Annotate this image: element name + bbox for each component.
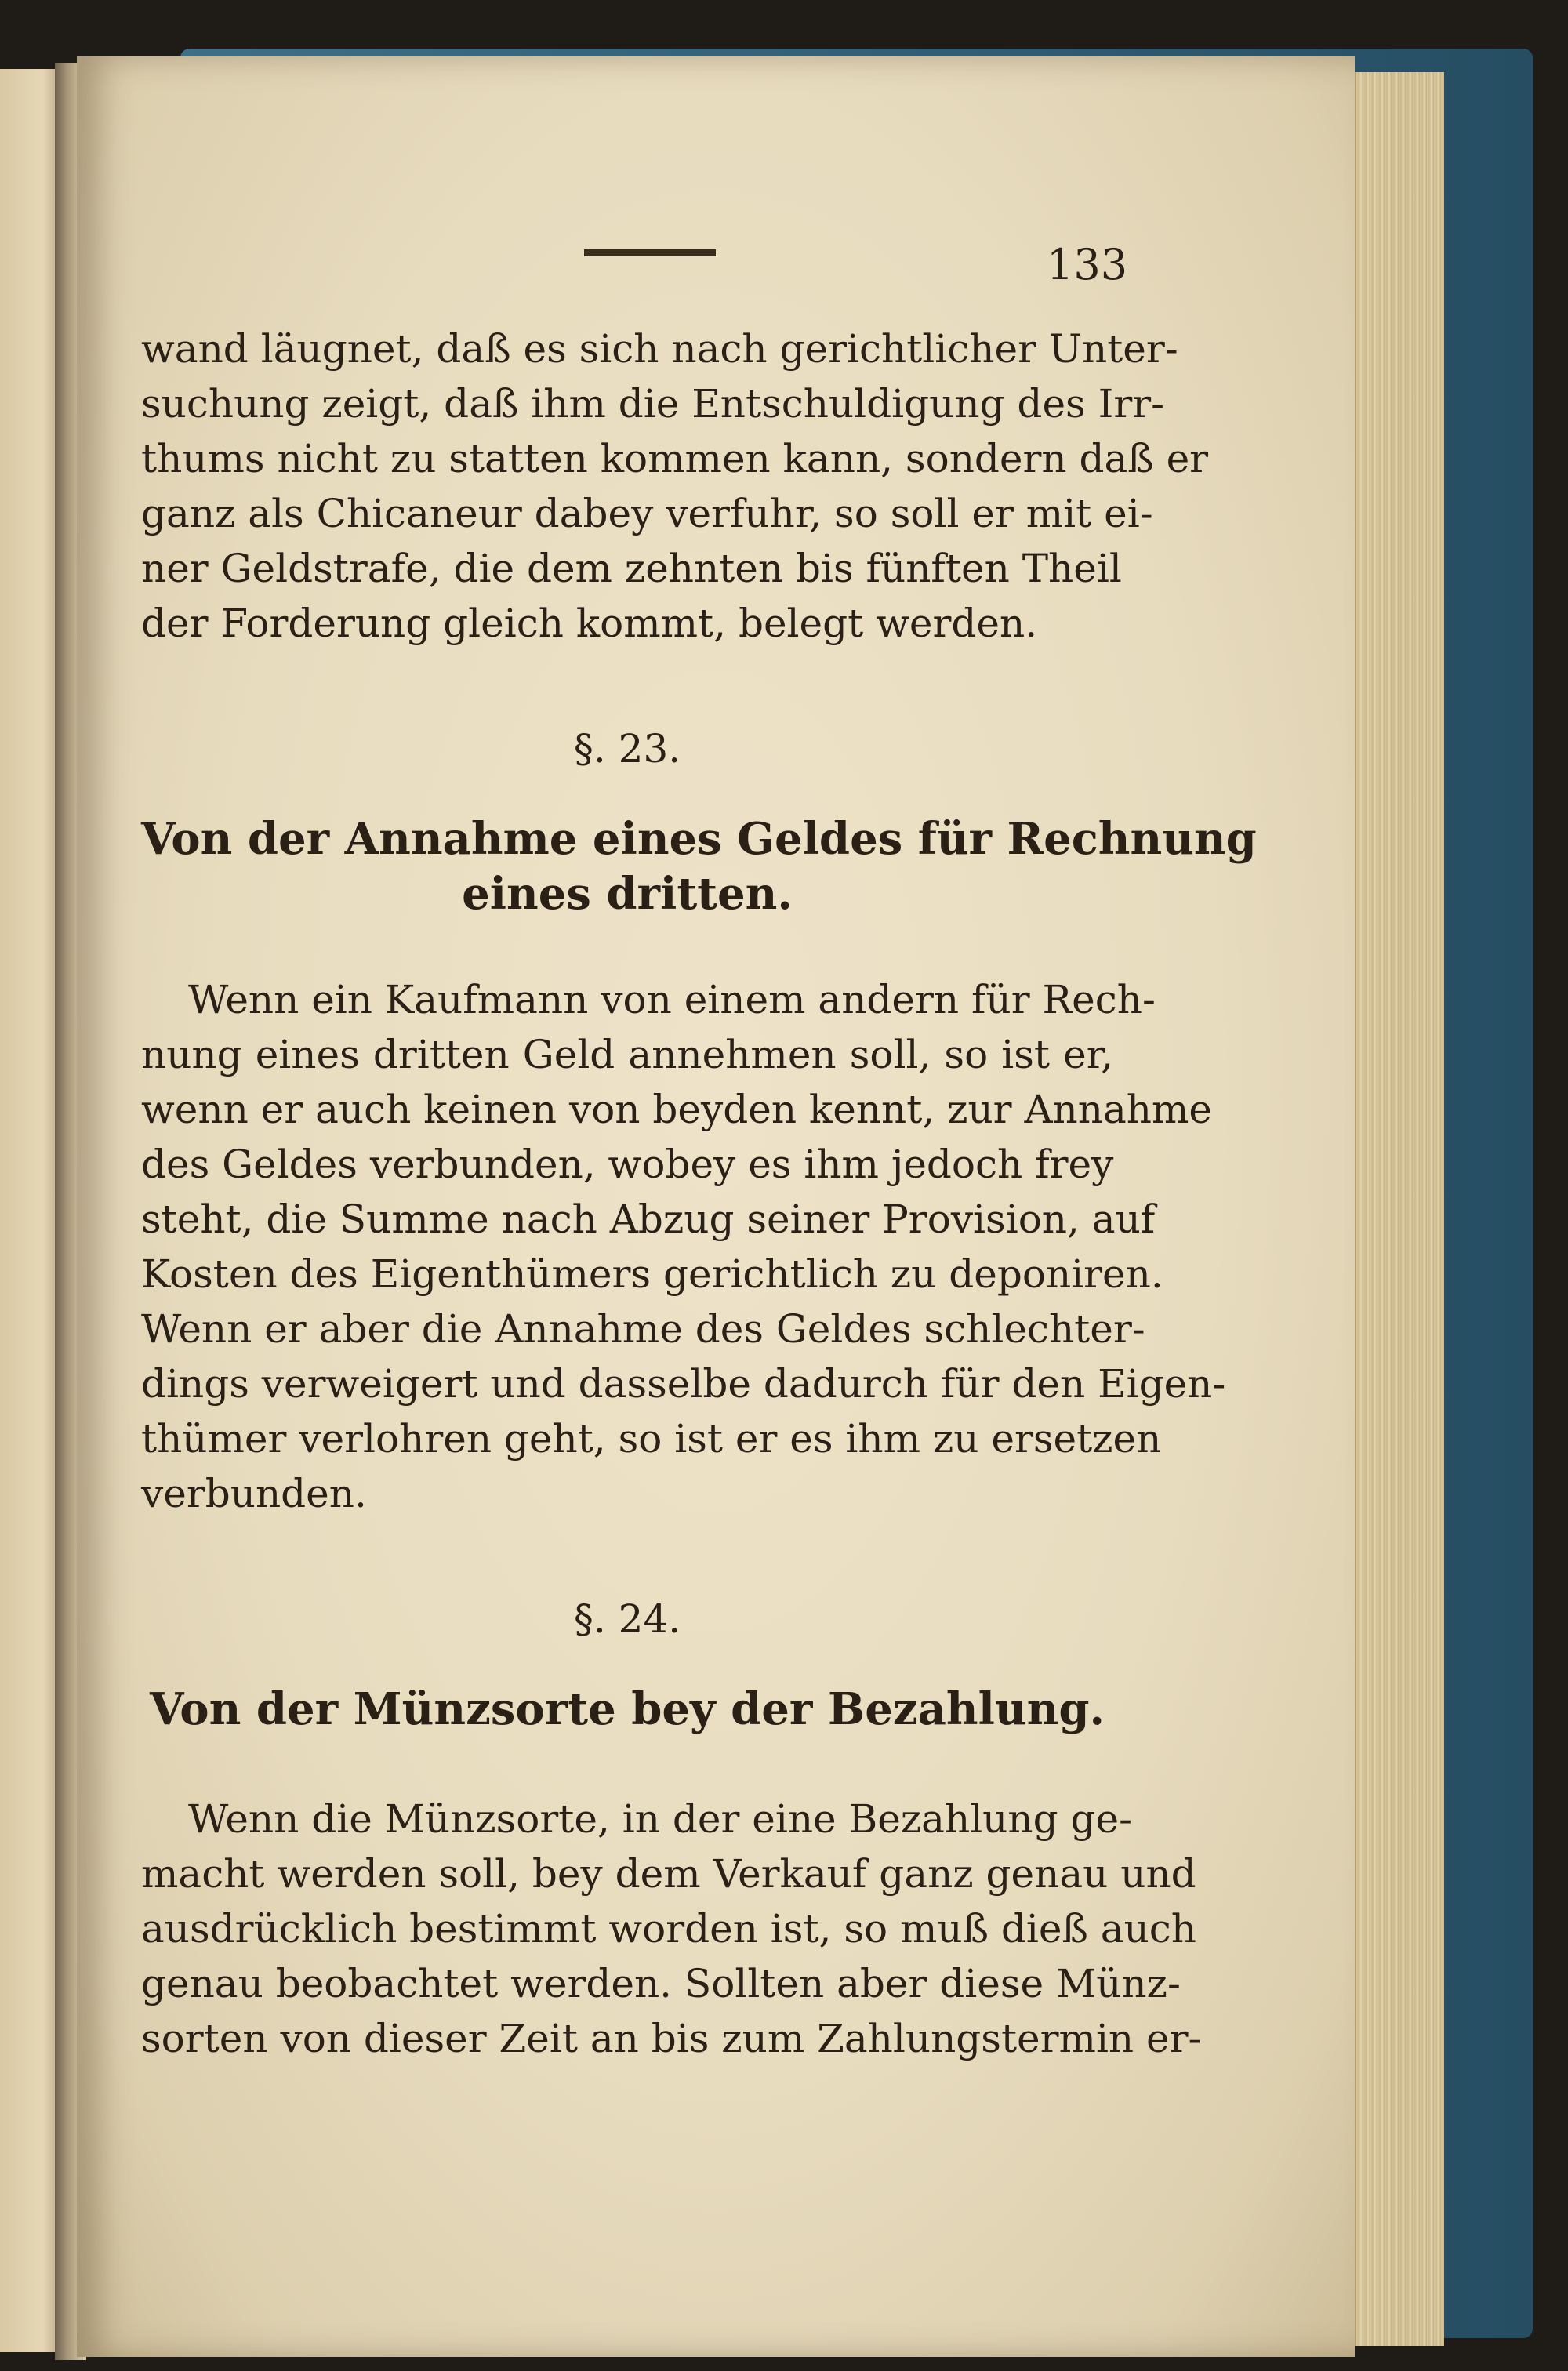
text-line: Wenn er aber die Annahme des Geldes schlechter-	[141, 1306, 1145, 1352]
text-line: ausdrücklich bestimmt worden ist, so muß dieß auch	[141, 1906, 1196, 1952]
text-line: ganz als Chicaneur dabey verfuhr, so soll er mit ei-	[141, 491, 1153, 536]
section-title: eines dritten.	[462, 868, 793, 920]
text-line: wand läugnet, daß es sich nach gerichtlicher Unter-	[141, 326, 1178, 372]
page-number: 133	[1047, 240, 1128, 289]
section-title: Von der Annahme eines Geldes für Rechnung	[141, 813, 1257, 865]
text-line: nung eines dritten Geld annehmen soll, so ist er,	[141, 1032, 1113, 1077]
text-line: thümer verlohren geht, so ist er es ihm zu ersetzen	[141, 1416, 1162, 1461]
text-line: Wenn die Münzsorte, in der eine Bezahlung ge-	[188, 1796, 1132, 1842]
text-line: genau beobachtet werden. Sollten aber diese Münz-	[141, 1961, 1181, 2006]
left-page-edge	[0, 69, 61, 2352]
page-edges	[1355, 72, 1444, 2346]
text-line: ner Geldstrafe, die dem zehnten bis fünften Theil	[141, 546, 1122, 591]
section-title: Von der Münzsorte bey der Bezahlung.	[150, 1683, 1105, 1735]
text-line: dings verweigert und dasselbe dadurch für den Eigen-	[141, 1361, 1226, 1407]
text-line: suchung zeigt, daß ihm die Entschuldigung des Irr-	[141, 381, 1165, 427]
text-line: des Geldes verbunden, wobey es ihm jedoch frey	[141, 1142, 1114, 1187]
text-line: sorten von dieser Zeit an bis zum Zahlungstermin er-	[141, 2016, 1202, 2061]
text-line: steht, die Summe nach Abzug seiner Provision, auf	[141, 1196, 1156, 1242]
section-number: §. 24.	[573, 1596, 681, 1642]
text-line: macht werden soll, bey dem Verkauf ganz genau und	[141, 1851, 1196, 1897]
text-line: wenn er auch keinen von beyden kennt, zur Annahme	[141, 1087, 1212, 1132]
text-line: Kosten des Eigenthümers gerichtlich zu deponiren.	[141, 1251, 1163, 1297]
header-rule	[584, 249, 716, 256]
text-line: Wenn ein Kaufmann von einem andern für Rech-	[188, 977, 1156, 1022]
text-line: verbunden.	[141, 1471, 367, 1516]
section-number: §. 23.	[573, 726, 681, 772]
text-line: thums nicht zu statten kommen kann, sondern daß er	[141, 436, 1209, 481]
text-line: der Forderung gleich kommt, belegt werden.	[141, 601, 1038, 646]
